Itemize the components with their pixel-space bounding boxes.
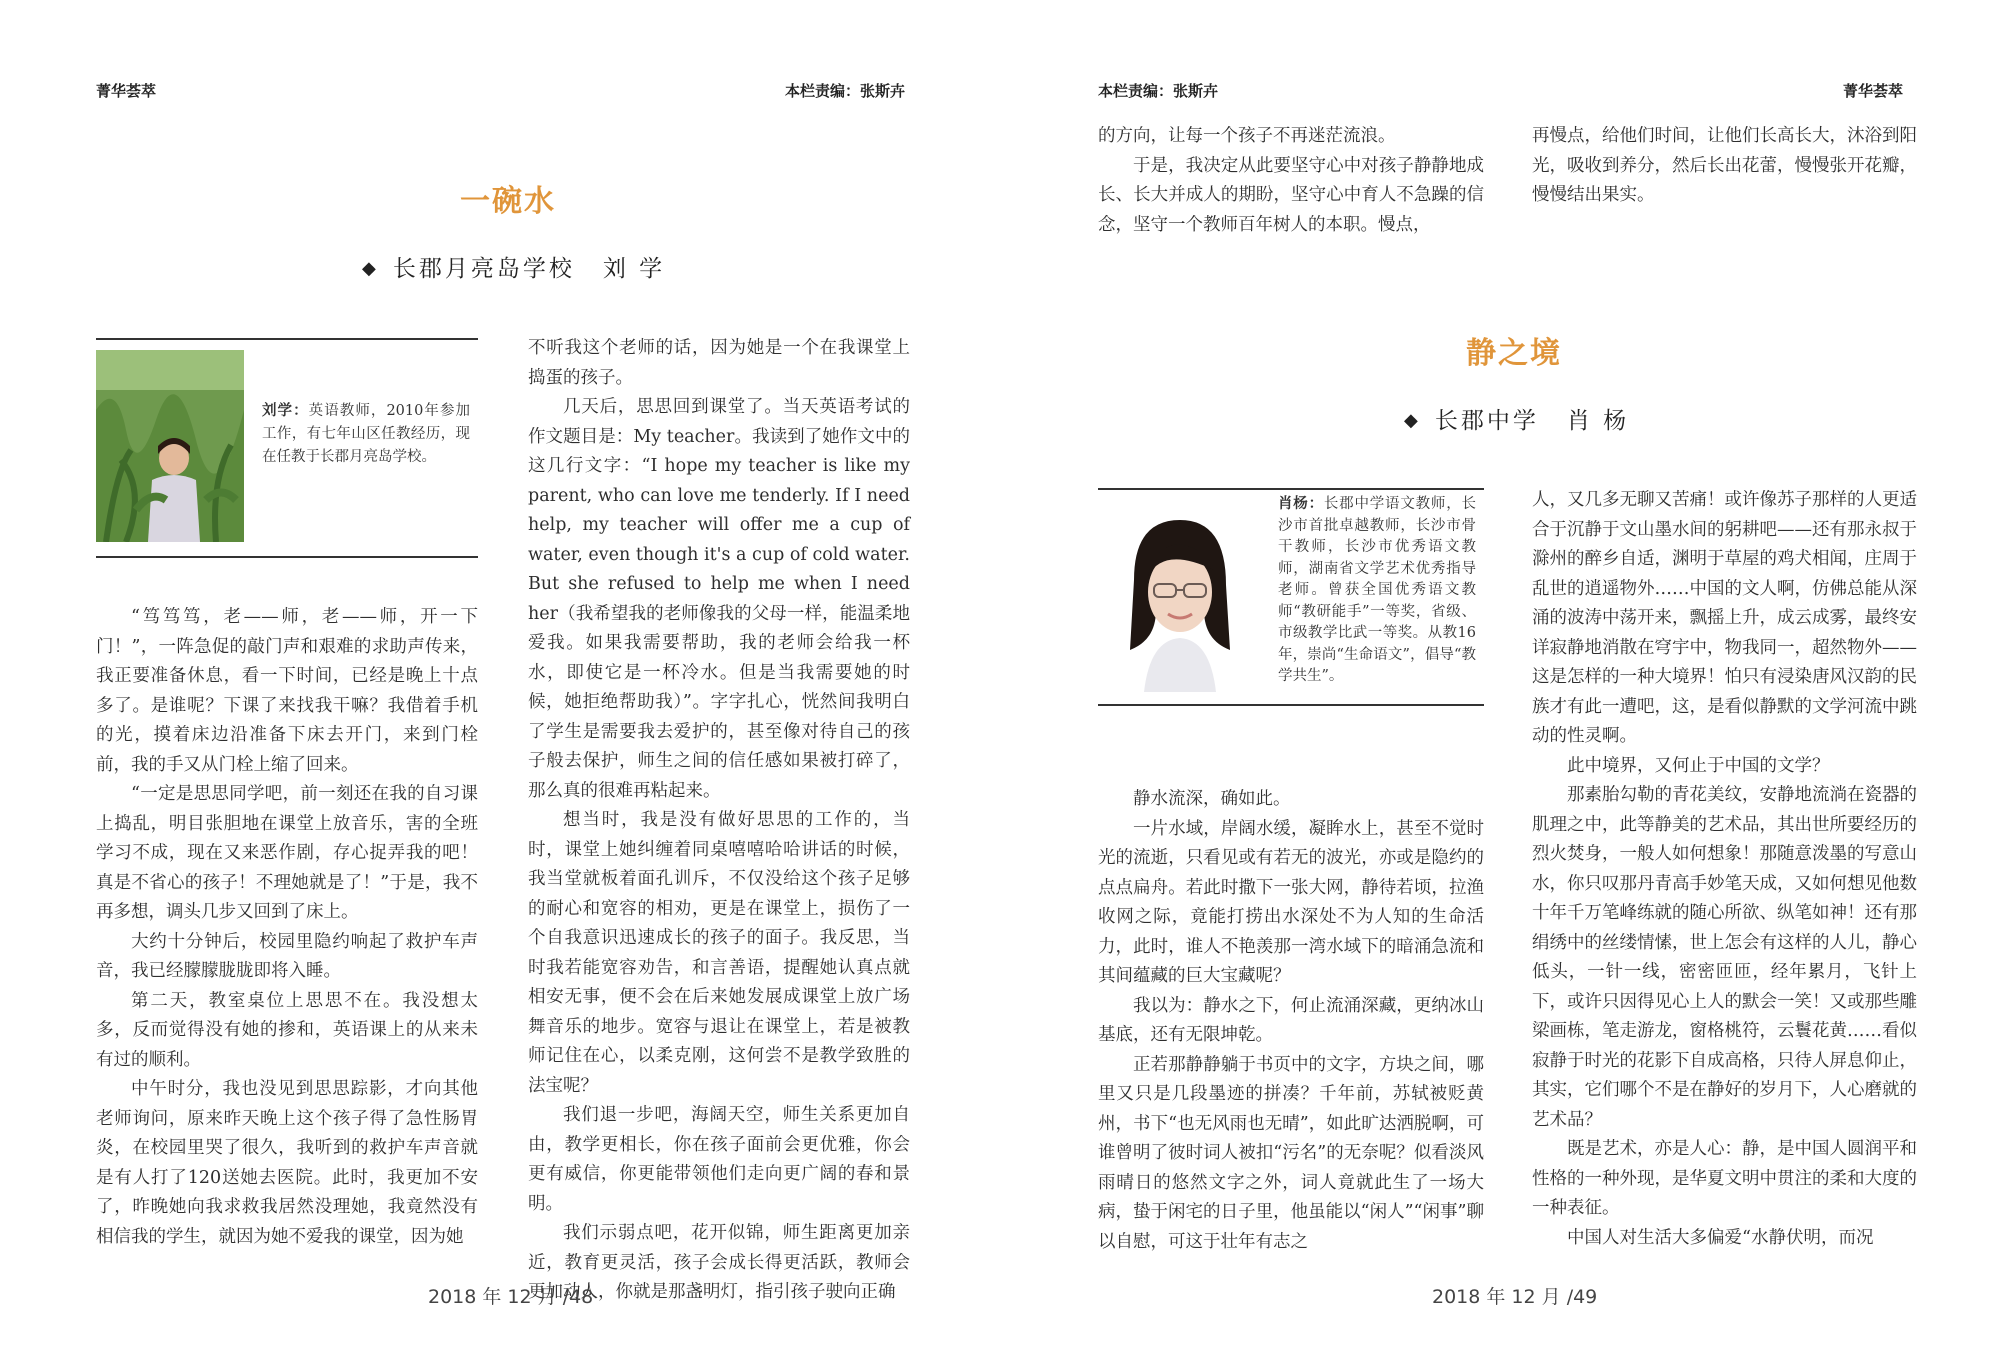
editor-label: 本栏责编：张斯卉 xyxy=(785,82,906,100)
diamond-icon: ◆ xyxy=(1404,410,1421,431)
article-column-1 xyxy=(1098,785,1484,1257)
paragraph: “笃笃笃，老——师，老——师，开一下门！”，一阵急促的敲门声和艰难的求助声传来，我正要准备休息，看一下时间，已经是晚上十点多了。是谁呢？下课了来找我干嘛？我借着手机的光，摸着床边沿准备下床去开门，来到门栓前，我的手又从门栓上缩了回来。 xyxy=(96,607,478,775)
author-bio xyxy=(262,400,470,469)
bio-name: 刘学： xyxy=(262,403,309,419)
section-label: 菁华荟萃 xyxy=(96,82,157,100)
paragraph: 大约十分钟后，校园里隐约响起了救护车声音，我已经朦朦胧胧即将入睡。 xyxy=(96,931,478,981)
editor-label: 本栏责编：张斯卉 xyxy=(1098,82,1219,100)
author-school: 长郡中学 xyxy=(1434,408,1539,434)
author-photo-image xyxy=(96,350,244,542)
paragraph: 不听我这个老师的话，因为她是一个在我课堂上捣蛋的孩子。 xyxy=(528,338,910,388)
author-name: 肖 杨 xyxy=(1566,408,1630,434)
paragraph: 正若那静静躺于书页中的文字，方块之间，哪里又只是几段墨迹的拼凑？千年前，苏轼被贬黄州，书下“也无风雨也无晴”，如此旷达洒脱啊，可谁曾明了彼时词人被扣“污名”的无奈呢？似看淡风雨晴日的悠然文字之外，词人竟就此生了一场大病，蛰于闲宅的日子里，他虽能以“闲人”“闲事”聊以自慰，可这于壮年有志之 xyxy=(1098,1054,1484,1252)
section-label: 菁华荟萃 xyxy=(1843,82,1904,100)
paragraph: 第二天，教室桌位上思思不在。我没想太多，反而觉得没有她的掺和，英语课上的从来未有过的顺利。 xyxy=(96,990,478,1070)
article-title: 静之境 xyxy=(1466,336,1562,371)
bio-name: 肖杨： xyxy=(1278,496,1324,512)
paragraph: 此中境界，又何止于中国的文学？ xyxy=(1567,755,1830,776)
article-title: 一碗水 xyxy=(460,184,556,219)
page-number: 2018 年 12 月 /48 xyxy=(428,1286,594,1308)
article-column-2 xyxy=(528,334,910,1308)
author-school: 长郡月亮岛学校 xyxy=(392,256,575,282)
paragraph: 一片水域，岸阔水缓，凝眸水上，甚至不觉时光的流逝，只看见或有若无的波光，亦或是隐约的点点扁舟。若此时撒下一张大网，静待若顷，拉渔收网之际，竟能打捞出水深处不为人知的生命活力，此时，谁人不艳羡那一湾水域下的暗涌急流和其间蕴藏的巨大宝藏呢？ xyxy=(1098,818,1484,986)
bio-text: 英语教师，2010年参加工作，有七年山区任教经历，现在任教于长郡月亮岛学校。 xyxy=(262,403,471,465)
paragraph: 既是艺术，亦是人心：静，是中国人圆润平和性格的一种外现，是华夏文明中贯注的柔和大度的一种表征。 xyxy=(1532,1139,1917,1218)
paragraph: 我们示弱点吧，花开似锦，师生距离更加亲近，教育更灵活，孩子会成长得更活跃，教师会更加动人，你就是那盏明灯，指引孩子驶向正确 xyxy=(528,1223,910,1302)
author-line xyxy=(362,250,665,283)
paragraph: 我们退一步吧，海阔天空，师生关系更加自由，教学更相长，你在孩子面前会更优雅，你会更有威信，你更能带领他们走向更广阔的春和景明。 xyxy=(528,1105,910,1214)
paragraph: 想当时，我是没有做好思思的工作的，当时，课堂上她纠缠着同桌嘻嘻哈哈讲话的时候，我当堂就板着面孔训斥，不仅没给这个孩子足够的耐心和宽容的相劝，更是在课堂上，损伤了一个自我意识迅速成长的孩子的面子。我反思，当时我若能宽容劝告，和言善语，提醒她认真点就相安无事，便不会在后来她发展成课堂上放广场舞音乐的地步。宽容与退让在课堂上，若是被教师记住在心，以柔克刚，这何尝不是教学致胜的法宝呢？ xyxy=(528,810,910,1096)
article-column-1 xyxy=(96,603,478,1252)
author-photo-image xyxy=(1104,500,1252,692)
right-page xyxy=(1000,0,2000,1358)
paragraph: 中国人对生活大多偏爱“水静伏明，而况 xyxy=(1567,1227,1874,1248)
paragraph: 静水流深，确如此。 xyxy=(1133,789,1291,809)
article-column-2 xyxy=(1532,486,1917,1253)
continued-column-1 xyxy=(1098,122,1484,240)
author-line xyxy=(1404,402,1629,435)
author-bio xyxy=(1278,494,1476,688)
author-name: 刘 学 xyxy=(602,256,666,282)
paragraph: 人，又几多无聊又苦痛！或许像苏子那样的人更适合于沉静于文山墨水间的躬耕吧——还有那永叔于滁州的醉乡自适，渊明于草屋的鸡犬相闻，庄周于乱世的逍遥物外……中国的文人啊，仿佛总能从深涌的波涛中荡开来，飘摇上升，成云成雾，最终安详寂静地消散在穹宇中，物我同一，超然物外——这是怎样的一种大境界！怕只有浸染唐风汉韵的民族才有此一遭吧，这，是看似静默的文学河流中跳动的性灵啊。 xyxy=(1532,490,1917,746)
diamond-icon: ◆ xyxy=(362,258,379,279)
bio-text: 长郡中学语文教师，长沙市首批卓越教师，长沙市骨干教师，长沙市优秀语文教师，湖南省文学艺术优秀指导老师。曾获全国优秀语文教师“教研能手”一等奖，省级、市级教学比武一等奖。从教16年，崇尚“生命语文”，倡导“教学共生”。 xyxy=(1278,496,1476,684)
paragraph: 再慢点，给他们时间，让他们长高长大，沐浴到阳光，吸收到养分，然后长出花蕾，慢慢张开花瓣，慢慢结出果实。 xyxy=(1532,126,1917,205)
author-photo xyxy=(1104,500,1252,692)
paragraph: 几天后，思思回到课堂了。当天英语考试的作文题目是：My teacher。我读到了她作文中的这几行文字：“I hope my teacher is like my parent, who can love me tenderly. If I need help, my teacher will offer me a cup of water, even though it's a cup of cold water. But she refused to help me when I need her（我希望我的老师像我的父母一样，能温柔地爱我。如果我需要帮助，我的老师会给我一杯水，即使它是一杯冷水。但是当我需要她的时候，她拒绝帮助我）”。字字扎心，恍然间我明白了学生是需要我去爱护的，甚至像对待自己的孩子般去保护，师生之间的信任感如果被打碎了，那么真的很难再粘起来。 xyxy=(528,397,910,801)
paragraph: 中午时分，我也没见到思思踪影，才向其他老师询问，原来昨天晚上这个孩子得了急性肠胃炎，在校园里哭了很久，我听到的救护车声音就是有人打了120送她去医院。此时，我更加不安了，昨晚她向我求救我居然没理她，我竟然没有相信我的学生，就因为她不爱我的课堂，因为她 xyxy=(96,1079,478,1247)
paragraph: 于是，我决定从此要坚守心中对孩子静静地成长、长大并成人的期盼，坚守心中育人不急躁的信念，坚守一个教师百年树人的本职。慢点， xyxy=(1098,155,1484,235)
continued-column-2 xyxy=(1532,122,1917,211)
paragraph: “一定是思思同学吧，前一刻还在我的自习课上捣乱，明目张胆地在课堂上放音乐，害的全班学习不成，现在又来恶作剧，存心捉弄我的吧！真是不省心的孩子！不理她就是了！”于是，我不再多想，调头几步又回到了床上。 xyxy=(96,784,478,922)
author-photo xyxy=(96,350,244,542)
paragraph: 那素胎勾勒的青花美纹，安静地流淌在瓷器的肌理之中，此等静美的艺术品，其出世所要经历的烈火焚身，一般人如何想象！那随意泼墨的写意山水，你只叹那丹青高手妙笔天成，又如何想见他数十年千万笔峰练就的随心所欲、纵笔如神！还有那绢绣中的丝缕情愫，世上怎会有这样的人儿，静心低头，一针一线，密密匝匝，经年累月，飞针上下，或许只因得见心上人的默会一笑！又或那些雕梁画栋，笔走游龙，窗格桃符，云鬟花黄……看似寂静于时光的花影下自成高格，只待人屏息仰止，其实，它们哪个不是在静好的岁月下，人心磨就的艺术品？ xyxy=(1532,785,1917,1130)
page-number: 2018 年 12 月 /49 xyxy=(1432,1286,1598,1308)
paragraph: 的方向，让每一个孩子不再迷茫流浪。 xyxy=(1098,126,1396,146)
paragraph: 我以为：静水之下，何止流涌深藏，更纳冰山基底，还有无限坤乾。 xyxy=(1098,995,1484,1045)
